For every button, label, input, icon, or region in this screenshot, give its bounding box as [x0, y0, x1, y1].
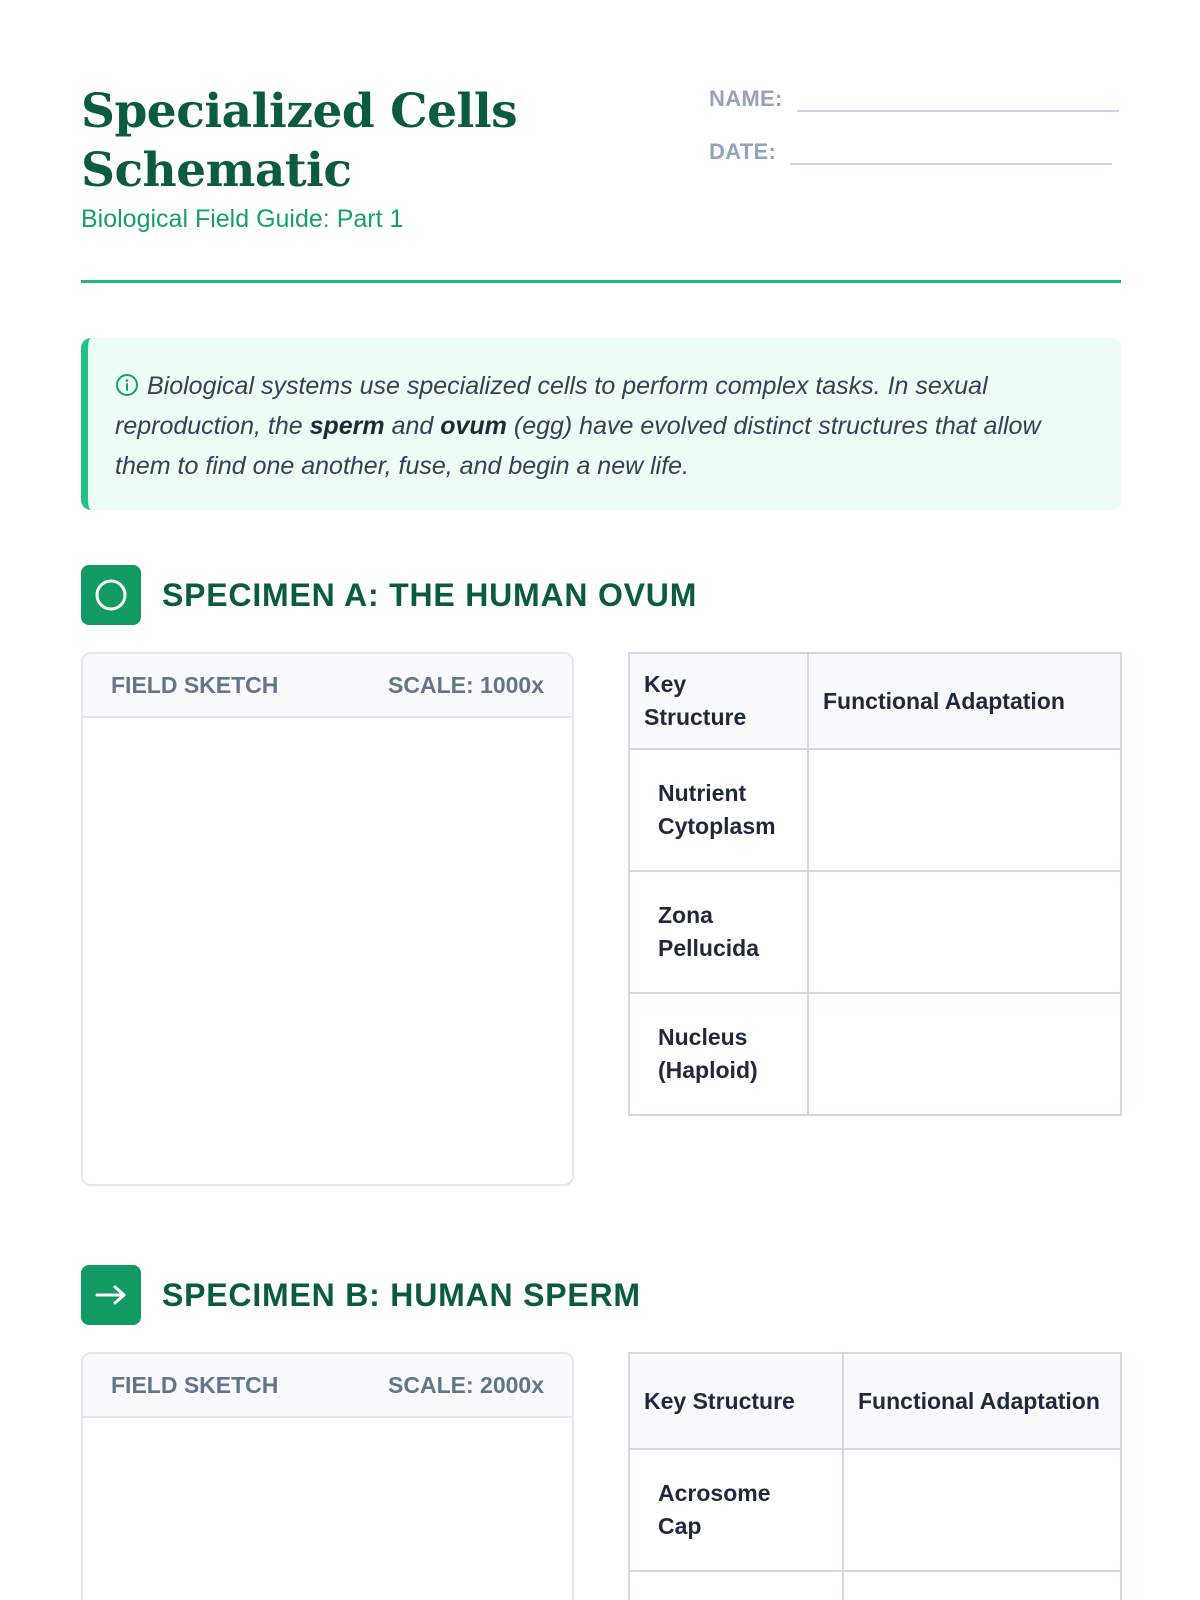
circle-icon	[81, 565, 141, 625]
date-line[interactable]	[790, 147, 1112, 165]
name-field-row	[709, 86, 1119, 112]
arrow-right-icon	[81, 1265, 141, 1325]
specimen-b-title: SPECIMEN B: HUMAN SPERM	[162, 1276, 641, 1313]
specimen-b-heading	[81, 1265, 641, 1325]
sketch-scale: SCALE: 2000x	[388, 1371, 544, 1398]
adaptation-answer-cell[interactable]	[843, 1449, 1121, 1571]
specimen-b-table	[628, 1352, 1122, 1600]
page-title: Specialized Cells Schematic	[81, 84, 518, 198]
intro-text-1: Biological systems use specialized cells to perform complex tasks. In sexual reproduction, the	[115, 372, 988, 440]
col-functional-adaptation: Functional Adaptation	[843, 1353, 1121, 1449]
sketch-label: FIELD SKETCH	[111, 671, 279, 698]
structure-cell: Acrosome Cap	[629, 1449, 843, 1571]
specimen-a-table	[628, 652, 1122, 1116]
specimen-a-heading	[81, 565, 697, 625]
sketch-scale: SCALE: 1000x	[388, 671, 544, 698]
name-label: NAME:	[709, 86, 783, 111]
date-field-row	[709, 139, 1112, 165]
header-divider	[81, 280, 1121, 283]
specimen-a-title: SPECIMEN A: THE HUMAN OVUM	[162, 576, 698, 613]
table-row	[629, 1571, 1121, 1600]
specimen-b-sketch-box[interactable]	[81, 1352, 574, 1600]
name-line[interactable]	[797, 94, 1119, 112]
page-subtitle: Biological Field Guide: Part 1	[81, 205, 404, 233]
adaptation-answer-cell[interactable]	[808, 871, 1121, 993]
date-label: DATE:	[709, 139, 777, 164]
table-row	[629, 871, 1121, 993]
sketch-label: FIELD SKETCH	[111, 1371, 279, 1398]
structure-cell: Zona Pellucida	[629, 871, 808, 993]
info-icon	[115, 373, 139, 397]
table-row	[629, 993, 1121, 1115]
intro-text-3: (egg) have evolved distinct structures that allow them to find one another, fuse, and begin a new life.	[115, 412, 1041, 480]
intro-text-2: and	[384, 412, 441, 440]
col-functional-adaptation: Functional Adaptation	[808, 653, 1121, 749]
adaptation-answer-cell[interactable]	[808, 993, 1121, 1115]
structure-cell: Nutrient Cytoplasm	[629, 749, 808, 871]
sketch-header	[83, 654, 572, 718]
col-key-structure: Key Structure	[629, 653, 808, 749]
intro-term-ovum: ovum	[440, 412, 507, 440]
structure-cell	[629, 1571, 843, 1600]
col-key-structure: Key Structure	[629, 1353, 843, 1449]
sketch-header	[83, 1354, 572, 1418]
specimen-a-sketch-box[interactable]	[81, 652, 574, 1186]
table-header-row	[629, 1353, 1121, 1449]
adaptation-answer-cell[interactable]	[808, 749, 1121, 871]
adaptation-answer-cell[interactable]	[843, 1571, 1121, 1600]
table-row	[629, 1449, 1121, 1571]
intro-callout	[81, 338, 1121, 510]
structure-cell: Nucleus (Haploid)	[629, 993, 808, 1115]
table-row	[629, 749, 1121, 871]
table-header-row	[629, 653, 1121, 749]
intro-term-sperm: sperm	[309, 412, 385, 440]
